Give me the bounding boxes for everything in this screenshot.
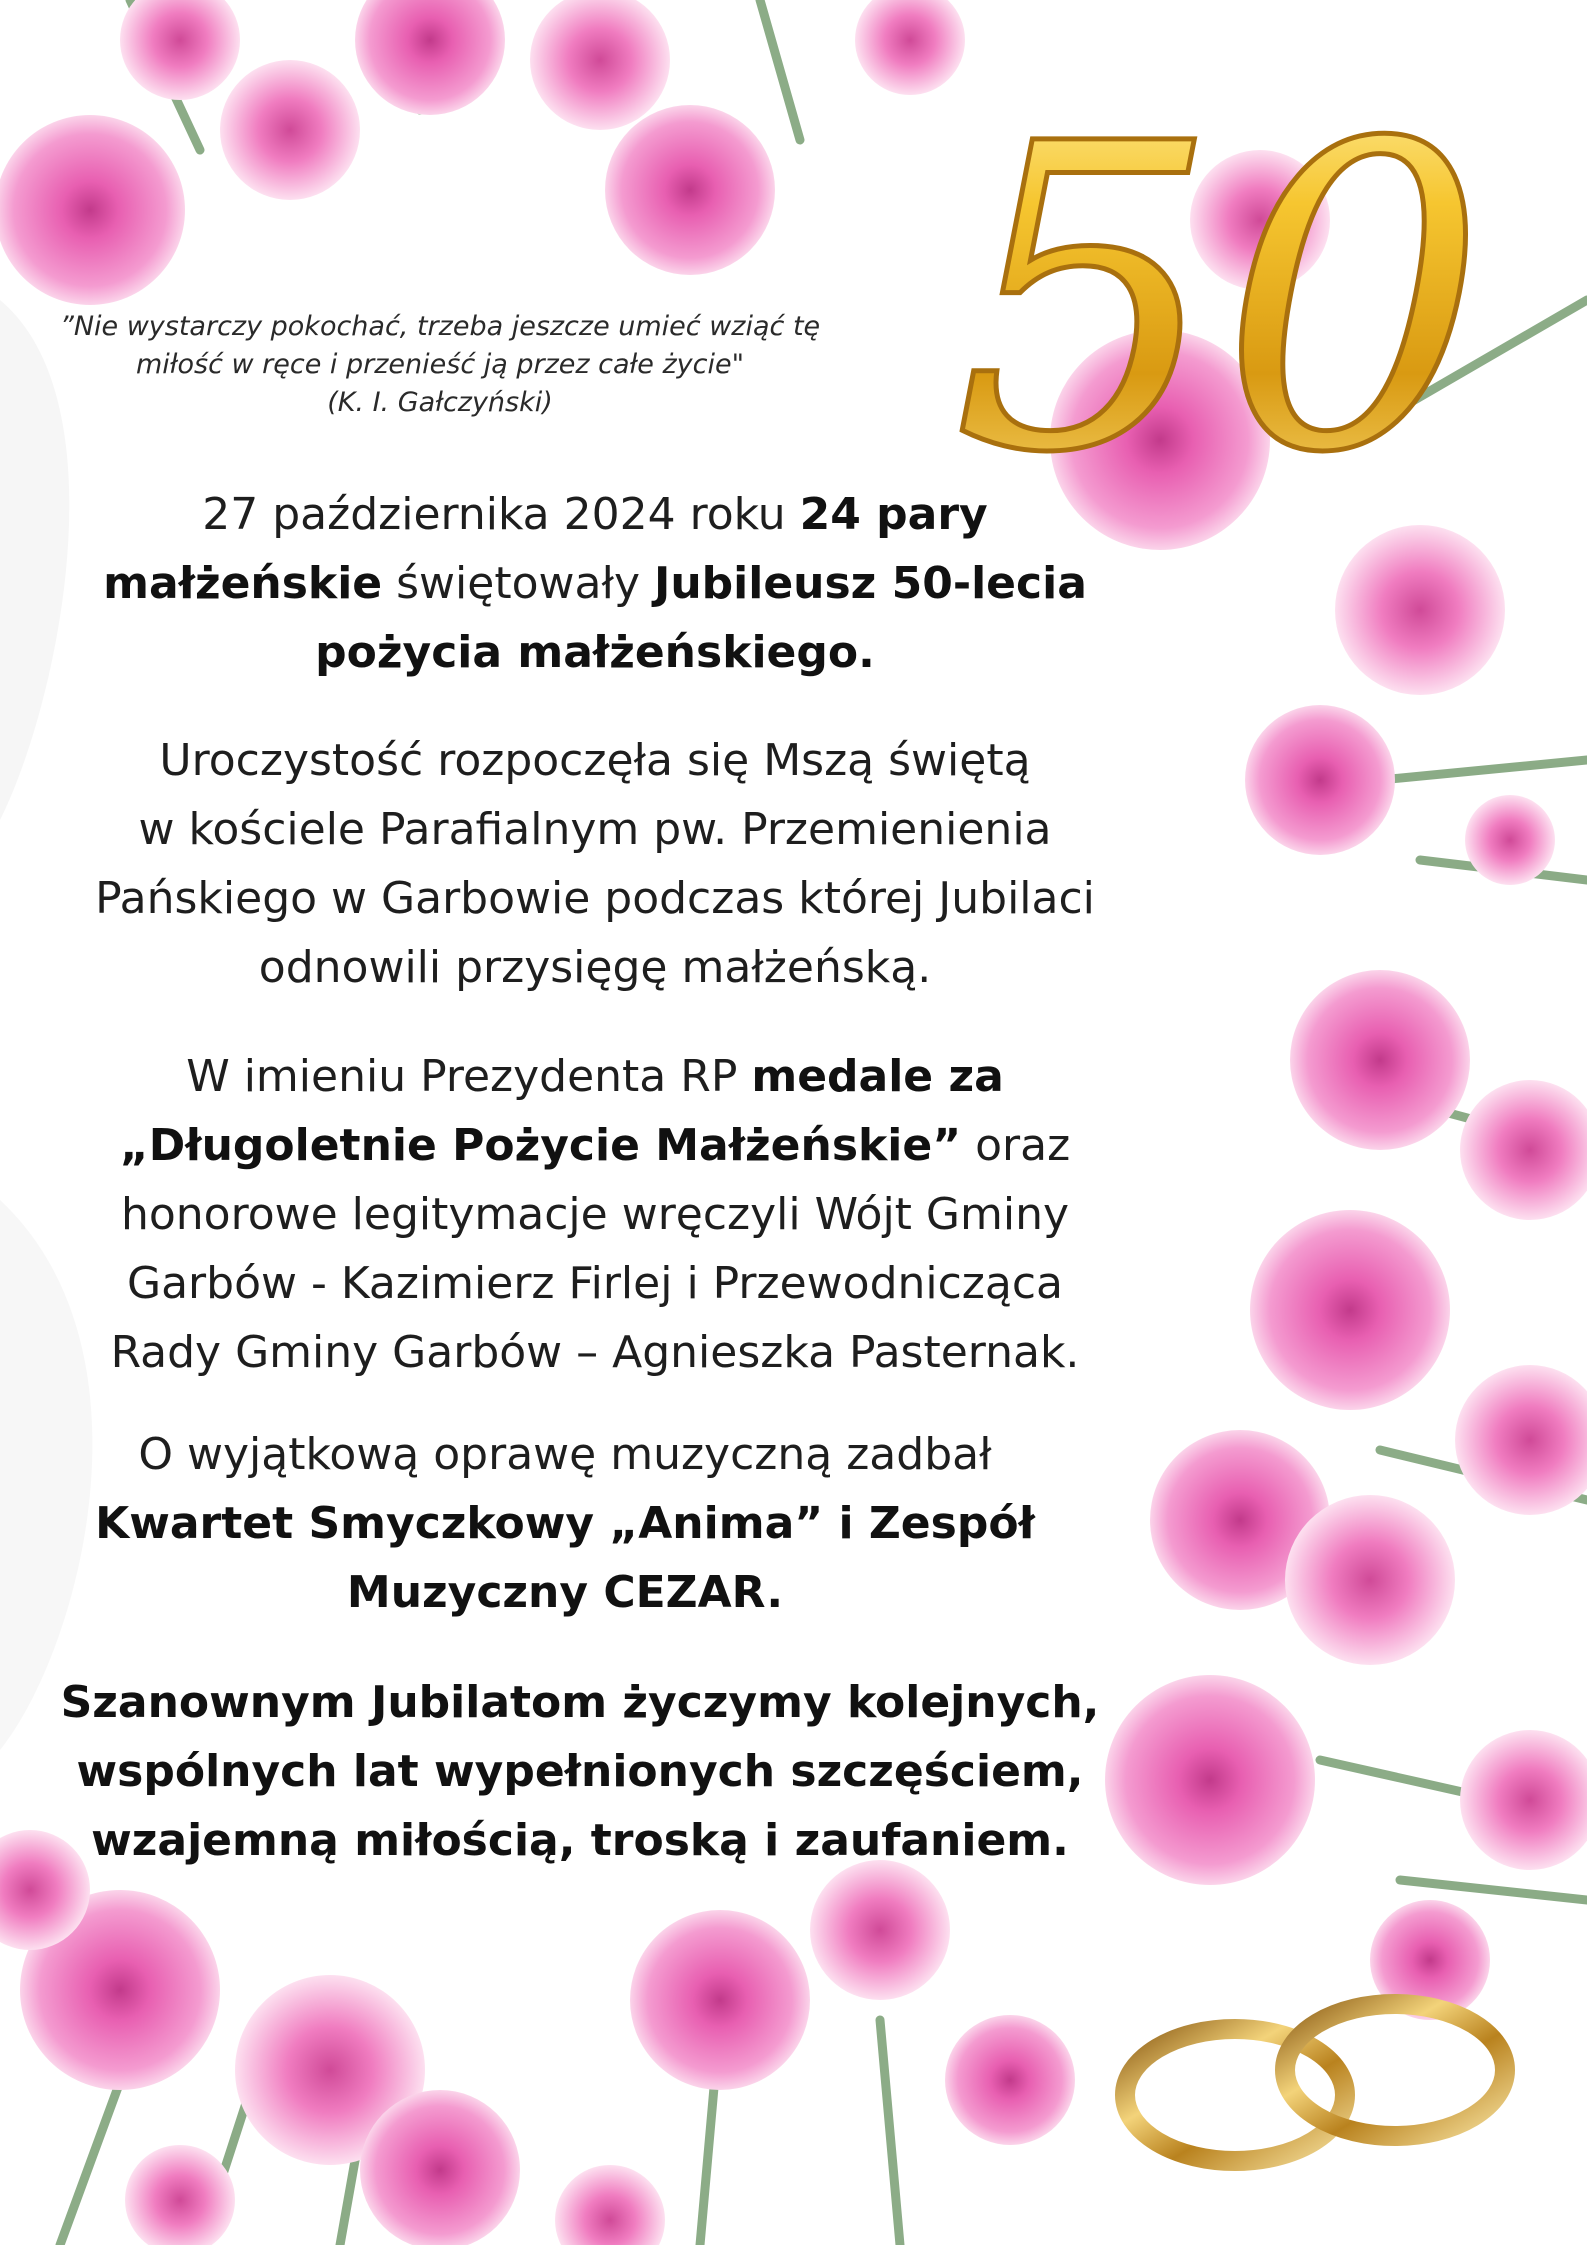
jubilee-number: 50	[952, 56, 1488, 545]
quote	[30, 308, 850, 422]
text-line: Garbów - Kazimierz Firlej i Przewodnicząca	[126, 1258, 1064, 1309]
text-line: wspólnych lat wypełnionych szczęściem,	[76, 1746, 1084, 1797]
text-bold: Muzyczny CEZAR.	[346, 1567, 784, 1618]
text-bold: „Długoletnie Pożycie Małżeńskie”	[119, 1120, 962, 1171]
paragraph-wishes	[30, 1668, 1130, 1875]
text: świętowały	[382, 558, 654, 609]
text-line: odnowili przysięgę małżeńską.	[258, 942, 932, 993]
text-line: Pańskiego w Garbowie podczas której Jubilaci	[95, 873, 1095, 924]
text-bold: pożycia małżeńskiego.	[315, 627, 875, 678]
text-line: honorowe legitymacje wręczyli Wójt Gminy	[120, 1189, 1070, 1240]
text-bold: małżeńskie	[103, 558, 383, 609]
text-bold: Jubileusz 50-lecia	[653, 558, 1087, 609]
text: W imieniu Prezydenta RP	[186, 1051, 752, 1102]
text-line: wzajemną miłością, troską i zaufaniem.	[91, 1815, 1069, 1866]
text-line: Szanownym Jubilatom życzymy kolejnych,	[60, 1677, 1100, 1728]
quote-author: (K. I. Gałczyński)	[327, 387, 553, 418]
paragraph-medals	[40, 1042, 1150, 1387]
paragraph-announcement	[40, 480, 1150, 687]
text: 27 października 2024 roku	[202, 489, 800, 540]
text-bold: 24 pary	[799, 489, 988, 540]
text: oraz	[961, 1120, 1071, 1171]
text-bold: medale za	[751, 1051, 1004, 1102]
text-line: w kościele Parafialnym pw. Przemienienia	[138, 804, 1052, 855]
text-line: Uroczystość rozpoczęła się Mszą świętą	[159, 735, 1031, 786]
text-line: Rady Gminy Garbów – Agnieszka Pasternak.	[110, 1327, 1080, 1378]
quote-line: miłość w ręce i przenieść ją przez całe życie"	[135, 349, 745, 380]
text-bold: Kwartet Smyczkowy „Anima” i Zespół	[95, 1498, 1035, 1549]
quote-line: ”Nie wystarczy pokochać, trzeba jeszcze umieć wziąć tę	[59, 311, 821, 342]
text-line: O wyjątkową oprawę muzyczną zadbał	[138, 1429, 992, 1480]
wedding-rings-icon	[1125, 2004, 1505, 2161]
paragraph-mass	[40, 726, 1150, 1002]
paragraph-music	[40, 1420, 1090, 1627]
